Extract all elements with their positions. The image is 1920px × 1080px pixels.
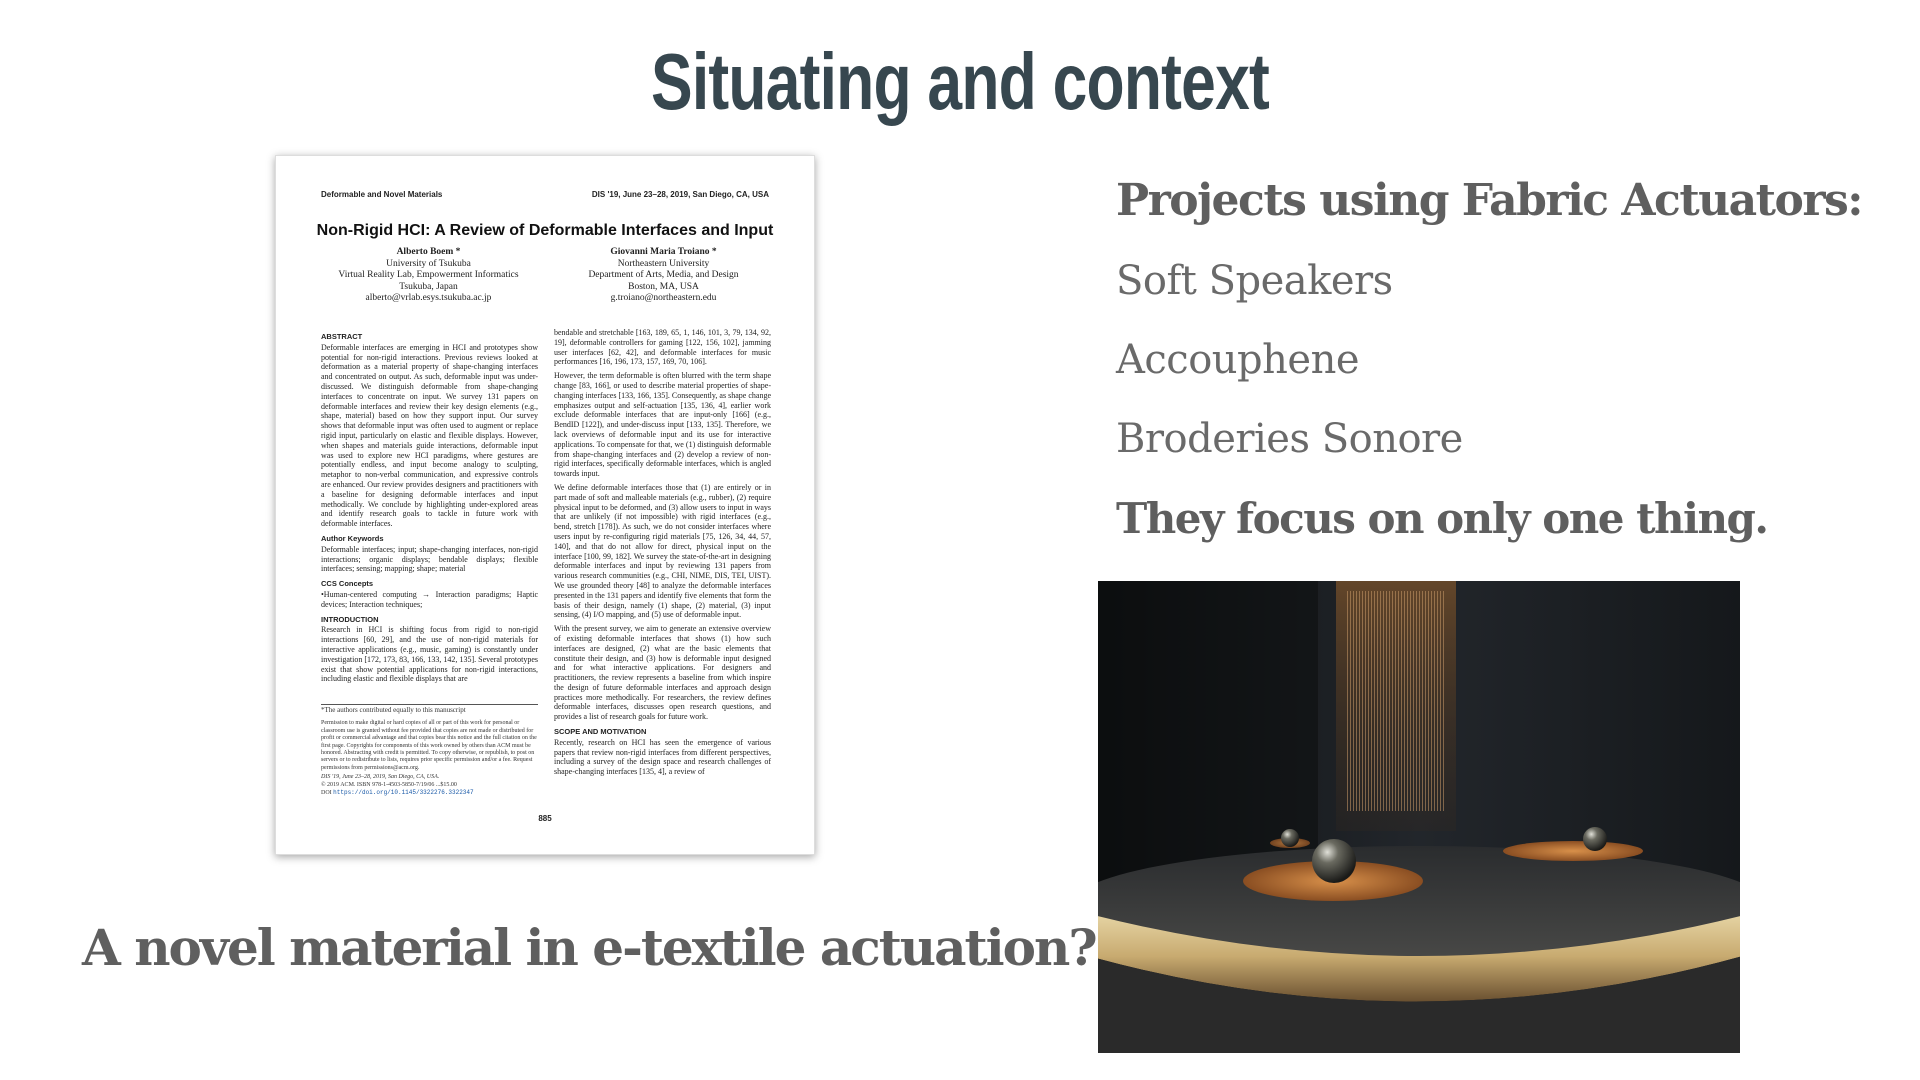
keywords-text: Deformable interfaces; input; shape-changing interfaces, non-rigid interactions; organic displays; bendable displays; flexible interfaces; sensing; mapping; shape; material (321, 544, 538, 574)
scope-text: Recently, research on HCI has seen the emergence of various papers that review non-rigid interfaces from different perspectives, including a survey of the design space and research challenges of shape-changing interfaces [135, 4], a review of (554, 737, 771, 777)
intro-text: Research in HCI is shifting focus from rigid to non-rigid interactions [60, 29], and the use of non-rigid materials for interactive applications (e.g., music, gaming) is constantly under investigation [172, 173, 83, 166, 133, 142, 135]. Several prototypes exist that show potential applications for non-rigid interactions, including elastic and flexible displays that are (321, 625, 538, 684)
doi-label: DOI (321, 790, 332, 797)
author-name: Giovanni Maria Troiano * (610, 247, 717, 257)
paper-title: Non-Rigid HCI: A Review of Deformable Interfaces and Input (316, 222, 774, 239)
paper-paragraph: With the present survey, we aim to generate an extensive overview of existing deformable interfaces that shows (1) how such interfaces are designed, (2) what are the basic elements that constitute their design, and (3) how is deformable input designed and for what interactive applications. For designers and practitioners, the review represents a baseline from which inspire the design of future deformable interfaces and approach design practices more methodically. For researchers, the review defines deformable interfaces, discusses open research questions, and provides a list of research goals for future work. (554, 624, 771, 722)
project-item: Soft Speakers (1116, 258, 1393, 304)
author-footnote: *The authors contributed equally to this manuscript (321, 704, 538, 714)
focus-note: They focus on only one thing. (1116, 494, 1768, 543)
photo-illustration (1098, 581, 1740, 1053)
author-email: g.troiano@northeastern.edu (610, 293, 717, 303)
project-item: Broderies Sonore (1116, 416, 1463, 462)
author-email: alberto@vrlab.esys.tsukuba.ac.jp (365, 293, 492, 303)
project-item: Accouphene (1116, 337, 1360, 383)
paper-header-right: DIS '19, June 23–28, 2019, San Diego, CA, USA (591, 190, 769, 199)
fabric-actuator-photo (1098, 581, 1740, 1053)
paper-author (556, 247, 771, 305)
paper-paragraph: bendable and stretchable [163, 189, 65, 1, 146, 101, 3, 79, 134, 92, 19], deformable controllers for gaming [122, 156, 102], jamming user interfaces [62, 42], and deformable interfaces for music performances [16, 196, 173, 157, 169, 70, 106]. (554, 328, 771, 367)
paper-author (321, 247, 536, 305)
author-city: Tsukuba, Japan (399, 281, 458, 292)
page-number: 885 (538, 814, 552, 823)
keywords-heading: Author Keywords (321, 533, 384, 543)
abstract-text: Deformable interfaces are emerging in HCI and prototypes show potential for non-rigid interactions. Previous reviews looked at deformation as a material property of shape-changing interfaces and concentrated on output. As such, deformable input was under-discussed. We distinguish deformable from shape-changing interfaces to concentrate on input. We survey 131 papers on deformable interfaces and review their key design elements (e.g., shape, material) based on how they support input. Our survey shows that deformable input was often used to augment or replace rigid input, particularly on elastic and flexible displays. However, when shapes and materials guide interactions, deformable input was used to explore new HCI paradigms, where gestures are potentially endless, and input become analogy to sculpting, metaphor to non-verbal communication, and expressive controls are enhanced. Our review provides designers and practitioners with a baseline for designing deformable interfaces and input methodically. We conclude by highlighting under-explored areas and identify research goals to tackle in future work with deformable interfaces. (321, 342, 538, 529)
paper-column-right (554, 327, 771, 777)
paper-paragraph: We define deformable interfaces those that (1) are entirely or in part made of soft and malleable materials (e.g., rubber), (2) require physical input to be deformed, and (3) allow users to input in ways that are unlikely (if not impossible) with rigid interfaces (e.g., bend, stretch [178]). As such, we do not consider interfaces where users input by re-configuring rigid materials [75, 126, 34, 44, 57, 140], and that do not allow for direct, physical input on the interface [100, 99, 182]. We survey the state-of-the-art in designing deformable interfaces and input by reviewing 131 papers from various research communities (e.g., CHI, NIME, DIS, TEI, UIST). We use grounded theory [48] to analyze the deformable interfaces presented in the 131 papers and identify five elements that form the basis of their design, namely (1) shape, (2) material, (3) input sensing, (4) I/O mapping, and (5) use of deformable input. (554, 482, 771, 620)
author-affiliation: Department of Arts, Media, and Design (588, 270, 739, 280)
ccs-heading: CCS Concepts (321, 579, 374, 589)
copyright-line: © 2019 ACM. ISBN 978-1-4503-5850-7/19/06 ...$15.00 (321, 781, 457, 788)
paper-header-left: Deformable and Novel Materials (321, 190, 443, 199)
abstract-heading: ABSTRACT (321, 332, 363, 341)
doi-line (321, 789, 538, 797)
doi-link[interactable]: https://doi.org/10.1145/3322276.3322347 (333, 789, 474, 797)
permission-notice: Permission to make digital or hard copies of all or part of this work for personal or classroom use is granted without fee provided that copies are not made or distributed for profit or commercial advantage and that copies bear this notice and the full citation on the first page. Copyrights for components of this work owned by others than ACM must be honored. Abstracting with credit is permitted. To copy otherwise, or republish, to post on servers or to redistribute to lists, requires prior specific permission and/or a fee. Request permissions from permissions@acm.org. (321, 720, 537, 771)
paper-column-left (321, 327, 538, 684)
paper-thumbnail (275, 155, 815, 855)
projects-heading: Projects using Fabric Actuators: (1116, 175, 1863, 226)
scope-heading: SCOPE AND MOTIVATION (554, 727, 647, 737)
author-city: Boston, MA, USA (628, 281, 699, 292)
intro-heading: INTRODUCTION (321, 614, 379, 624)
paper-authors (321, 247, 771, 305)
question-text: A novel material in e-textile actuation? (82, 918, 1096, 977)
venue-line: DIS '19, June 23–28, 2019, San Diego, CA, USA. (321, 774, 440, 781)
slide-title: Situating and context (650, 37, 1270, 126)
author-name: Alberto Boem * (396, 247, 461, 257)
author-affiliation: University of Tsukuba (386, 258, 471, 269)
author-affiliation: Virtual Reality Lab, Empowerment Informatics (338, 270, 519, 280)
paper-footnotes (321, 704, 538, 797)
author-affiliation: Northeastern University (617, 258, 710, 269)
ccs-text: •Human-centered computing → Interaction paradigms; Haptic devices; Interaction techniques; (321, 589, 538, 609)
paper-paragraph: However, the term deformable is often blurred with the term shape change [83, 166], or used to describe material properties of shape-changing interfaces [133, 166, 135]. Consequently, as shape change emphasizes output and self-actuation [135, 136, 4], earlier work exclude deformable interfaces that are input-only [166] (e.g., BendID [122]), and under-discuss input [133, 135]. Therefore, we lack overviews of deformable input and its use for interactive applications. To compensate for that, we (1) distinguish deformable from shape-changing interfaces and (2) develop a review of non-rigid interfaces, specifically deformable interfaces, which is angled towards input. (554, 371, 771, 479)
